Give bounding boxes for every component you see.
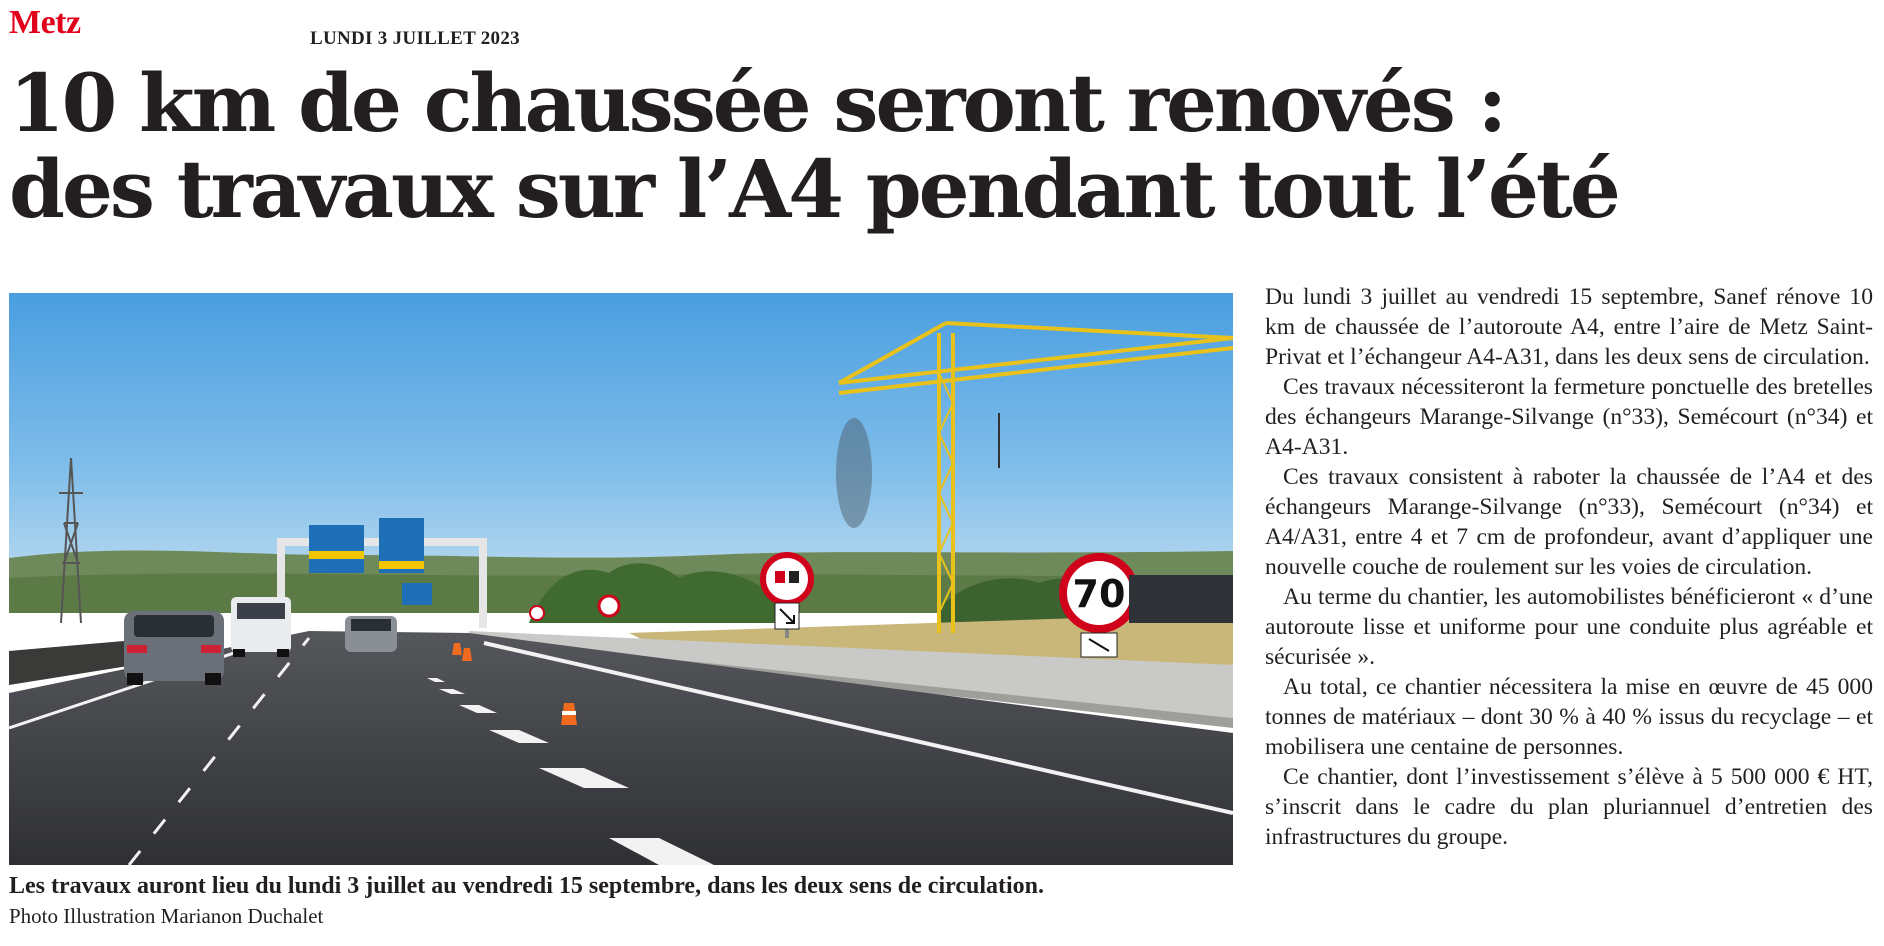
photo-caption: Les travaux auront lieu du lundi 3 juillet au vendredi 15 septembre, dans les deux sens de circulation.: [9, 873, 1045, 899]
photo-credit: Photo Illustration Marianon Duchalet: [9, 904, 324, 928]
article-body: [1265, 282, 1873, 852]
headline: [9, 56, 1849, 236]
section-label: Metz: [9, 4, 81, 41]
paragraph-3: Ces travaux consistent à raboter la chaussée de l’A4 et des échangeurs Marange-Silvange (n°33), Semécourt (n°34) et A4/A31, entre 4 et 7 cm de profondeur, avant d’appliquer une nouvelle couche de roulement sur les voies de circulation.: [1265, 464, 1873, 580]
paragraph-5: Au total, ce chantier nécessitera la mise en œuvre de 45 000 tonnes de matériaux – dont 30 % à 40 % issus du recyclage – et mobilisera une centaine de personnes.: [1265, 674, 1873, 760]
building: [1129, 575, 1233, 623]
grey-suv: [124, 611, 224, 685]
speed-limit-value: 70: [1072, 572, 1126, 616]
paragraph-2: Ces travaux nécessiteront la fermeture ponctuelle des bretelles des échangeurs Marange-Silvange (n°33), Semécourt (n°34) et A4-A31.: [1265, 374, 1873, 460]
article-photo: [9, 293, 1233, 865]
paragraph-4: Au terme du chantier, les automobilistes bénéficieront « d’une autoroute lisse et uniforme pour une conduite plus agréable et sécurisée ».: [1265, 584, 1873, 670]
silver-car: [345, 616, 397, 652]
white-van: [231, 597, 291, 657]
headline-line-1: 10 km de chaussée seront renovés :: [9, 56, 1505, 150]
smoke: [836, 418, 872, 528]
paragraph-6: Ce chantier, dont l’investissement s’élève à 5 500 000 € HT, s’inscrit dans le cadre du plan pluriannuel d’entretien des infrastructures du groupe.: [1265, 764, 1873, 850]
headline-line-2: des travaux sur l’A4 pendant tout l’été: [9, 142, 1618, 236]
no-overtaking-sign: [763, 555, 811, 638]
highway-roadworks-photo: [9, 293, 1233, 865]
sky: [9, 293, 1233, 583]
paragraph-1: Du lundi 3 juillet au vendredi 15 septembre, Sanef rénove 10 km de chaussée de l’autoroute A4, entre l’aire de Metz Saint-Privat et l’échangeur A4-A31, dans les deux sens de circulation.: [1265, 284, 1873, 370]
publication-date: LUNDI 3 JUILLET 2023: [310, 28, 520, 49]
